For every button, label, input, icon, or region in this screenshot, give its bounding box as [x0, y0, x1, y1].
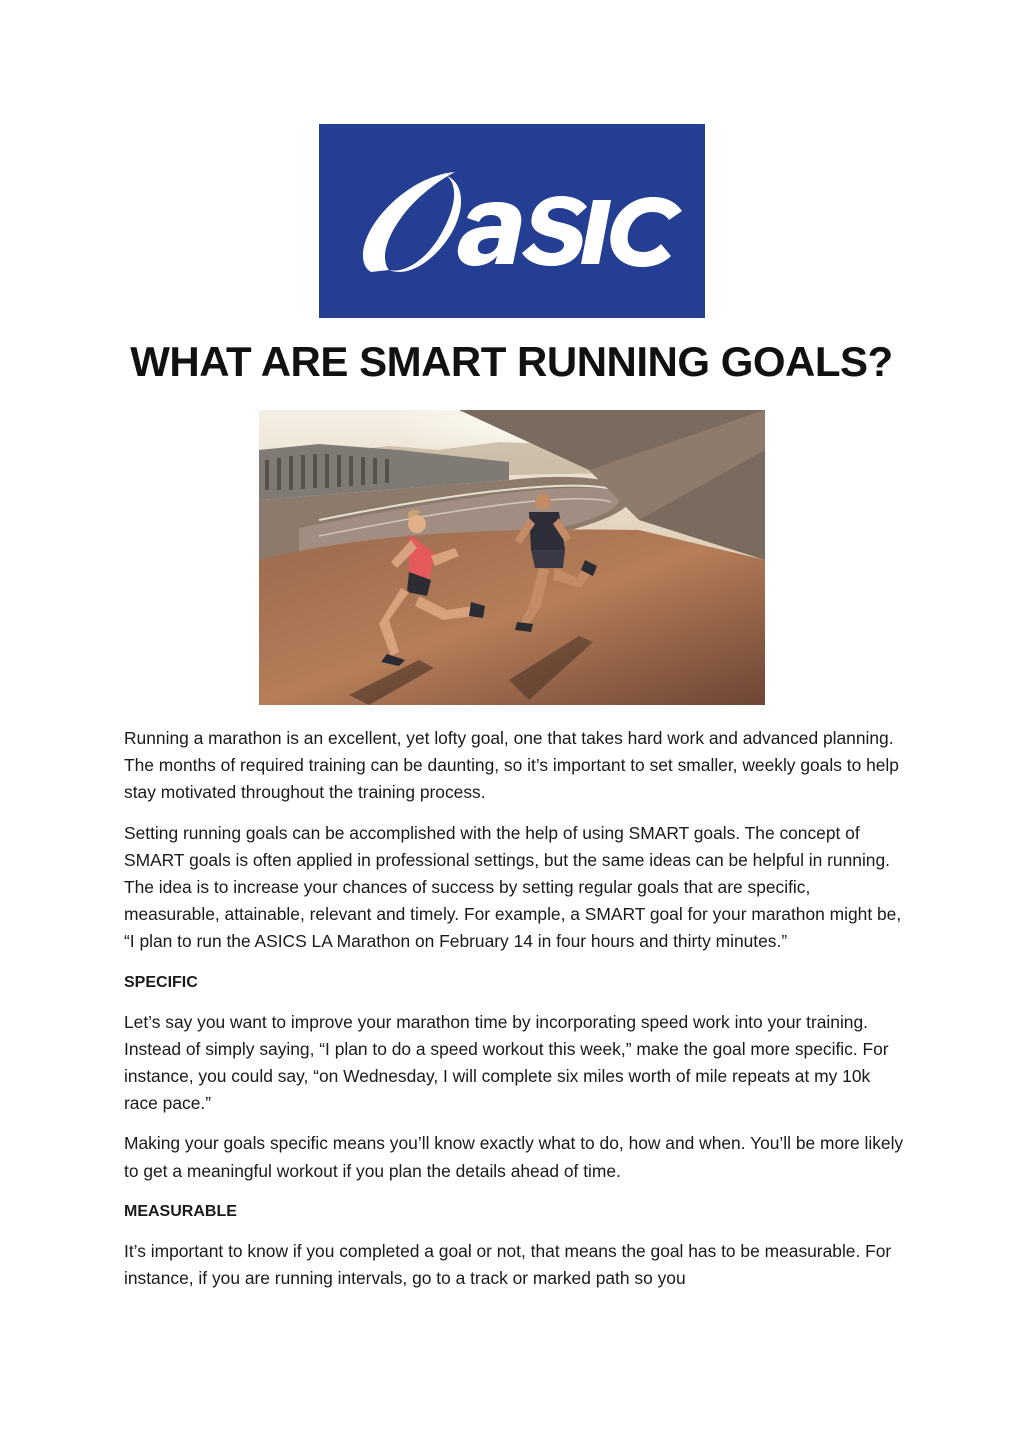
intro-paragraph: Running a marathon is an excellent, yet lofty goal, one that takes hard work and advanced planning. The months of required training can be daunting, so it’s important to set smaller, weekly goals to help stay motivated throughout the training process.: [124, 728, 899, 803]
specific-paragraph-1: Let’s say you want to improve your marathon time by incorporating speed work into your training. Instead of simply saying, “I plan to do a speed workout this week,” make the goal more specific. For instance, you could say, “on Wednesday, I will complete six miles worth of mile repeats at my 10k race pace.”: [124, 1011, 889, 1114]
measurable-paragraph-1: It’s important to know if you completed a goal or not, that means the goal has to be measurable. For instance, if you are running intervals, go to a track or marked path so you: [124, 1240, 892, 1289]
runners-on-rooftop-track-photo: [259, 410, 765, 705]
asics-logo: [319, 124, 705, 318]
specific-paragraph-2: Making your goals specific means you’ll know exactly what to do, how and when. You’ll be more likely to get a meaningful workout if you plan the details ahead of time.: [124, 1133, 904, 1181]
section-heading-measurable: MEASURABLE: [124, 1202, 237, 1220]
article-body: [124, 725, 904, 1305]
smart-goals-paragraph: Setting running goals can be accomplished with the help of using SMART goals. The concept of SMART goals is often applied in professional settings, but the same ideas can be helpful in running. The idea is to increase your chances of success by setting regular goals that are specific, measurable, attainable, relevant and timely. For example, a SMART goal for your marathon might be, “I plan to run the ASICS LA Marathon on February 14 in four hours and thirty minutes.”: [124, 822, 902, 952]
page-title: WHAT ARE SMART RUNNING GOALS?: [130, 338, 893, 385]
section-heading-specific: SPECIFIC: [124, 973, 198, 991]
